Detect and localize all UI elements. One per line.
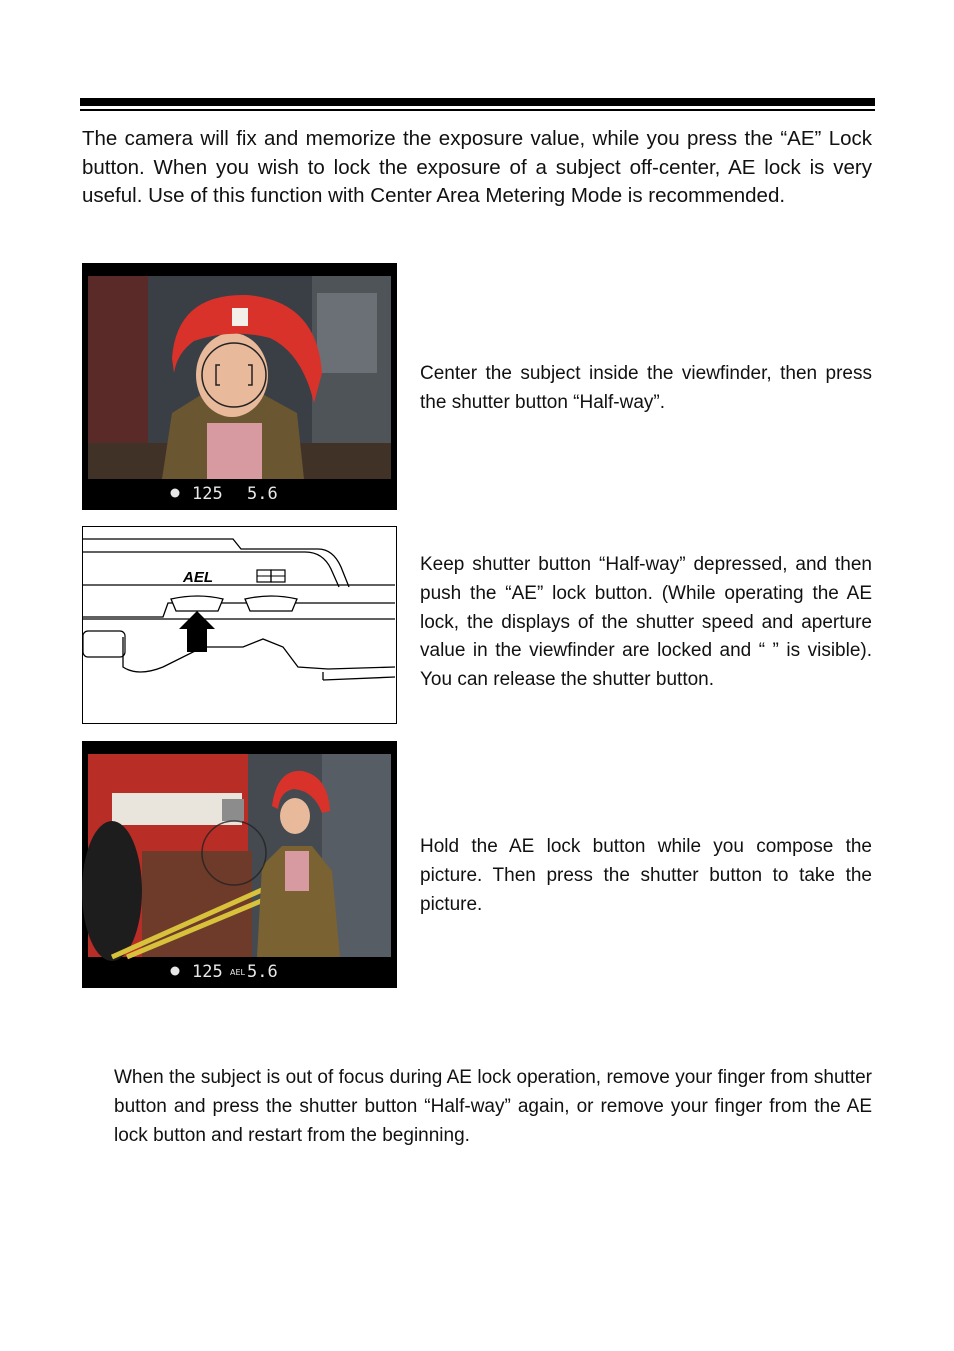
center-area-metering-icon — [257, 570, 285, 582]
aperture-readout: 5.6 — [247, 484, 278, 504]
header-rule-thick — [80, 98, 875, 106]
header-rule-thin — [80, 109, 875, 111]
viewfinder-photo-recomposed — [82, 741, 397, 988]
ael-indicator: AEL — [230, 968, 245, 977]
aperture-readout: 5.6 — [247, 962, 278, 982]
ael-label: AEL — [183, 569, 213, 586]
step-1-text: Center the subject inside the viewfinder, then press the shutter button “Half-way”. — [420, 363, 872, 413]
step-3-text: Hold the AE lock button while you compose the picture. Then press the shutter button to take the picture. — [420, 836, 872, 915]
push-arrow-icon — [179, 611, 215, 652]
intro-paragraph: The camera will fix and memorize the exposure value, while you press the “AE” Lock button. When you wish to lock the exposure of a subject off-center, AE lock is very useful. Use of this function with Center Area Metering Mode is recommended. — [82, 127, 872, 208]
note-paragraph: When the subject is out of focus during AE lock operation, remove your finger from shutter button and press the shutter button “Half-way” again, or remove your finger from the AE lock button and restart from the beginning. — [114, 1067, 872, 1146]
viewfinder-photo-centered — [82, 263, 397, 510]
step-2-text: Keep shutter button “Half-way” depressed, and then push the “AE” lock button. (While operating the AE lock, the displays of the shutter speed and aperture value in the viewfinder are locked and “ ” is visible). You can release the shutter button. — [420, 554, 872, 691]
shutter-speed-readout: 125 — [192, 962, 223, 982]
camera-ae-lock-diagram — [82, 526, 397, 724]
shutter-speed-readout: 125 — [192, 484, 223, 504]
ae-lock-button — [171, 596, 223, 611]
